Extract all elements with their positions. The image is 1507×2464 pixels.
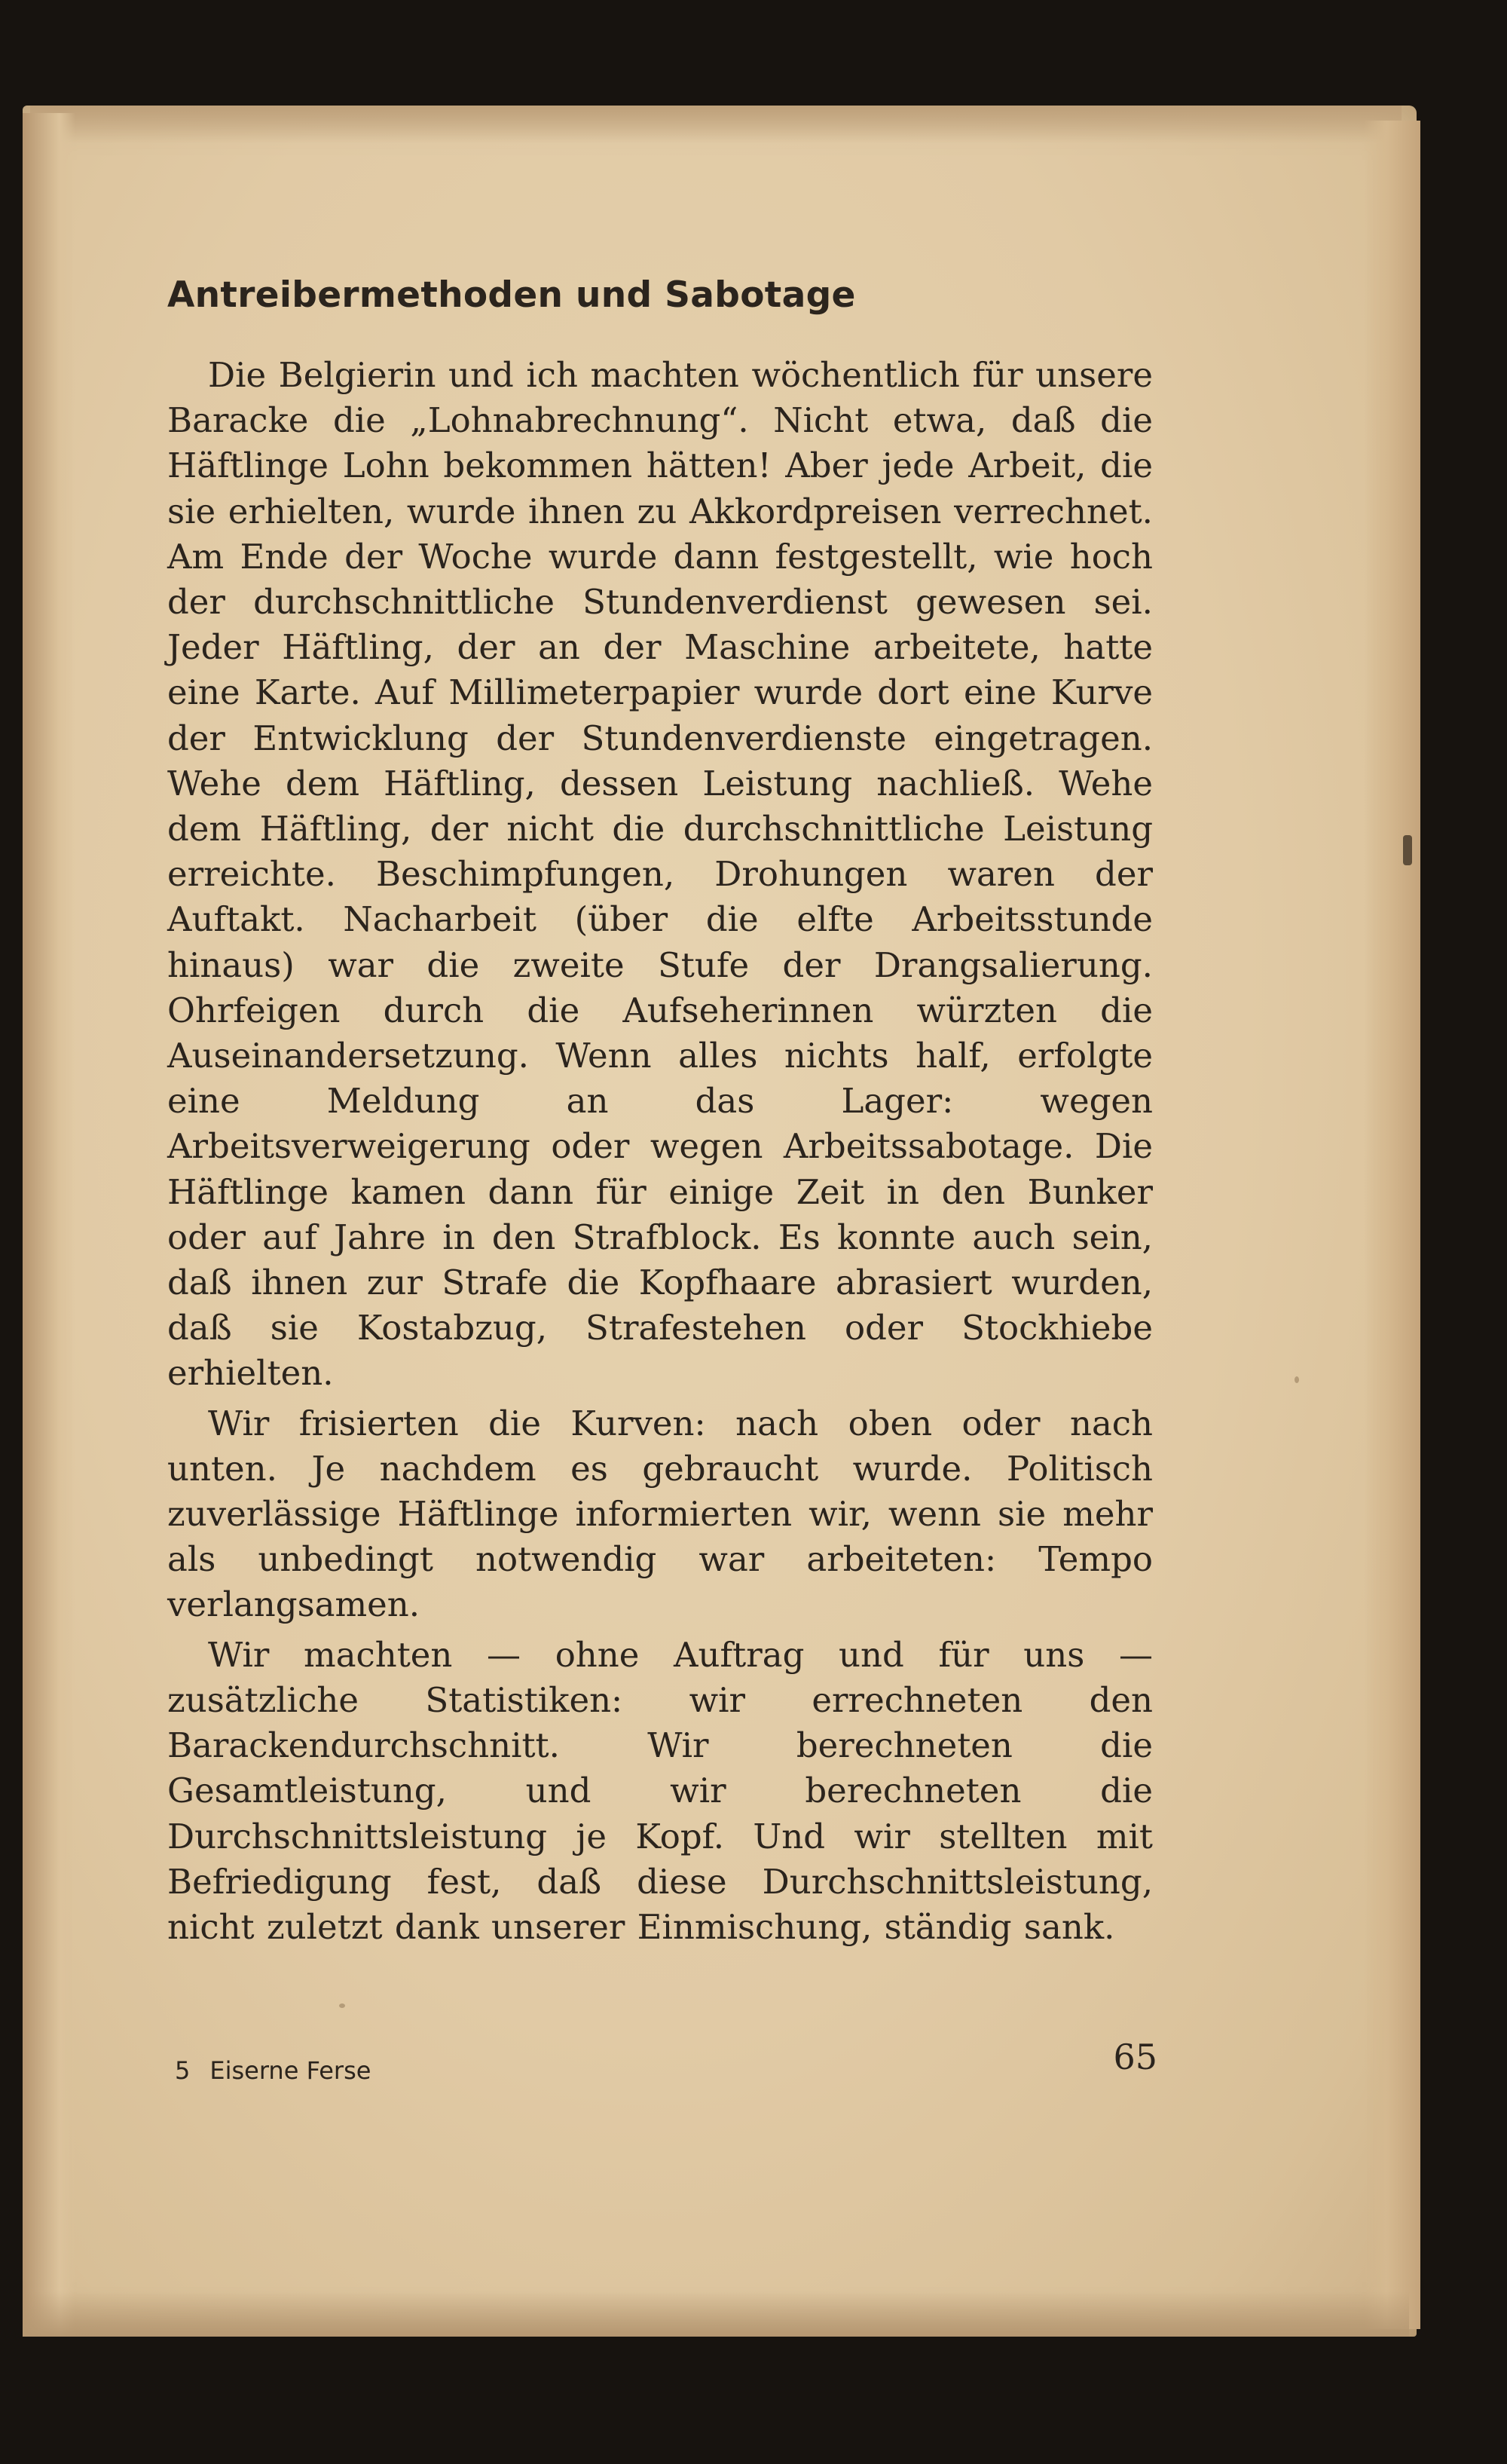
signature-number: 5 — [175, 2056, 191, 2085]
printer-signature — [175, 2056, 371, 2085]
paragraph: Wir frisierten die Kurven: nach oben oder nach unten. Je nachdem es gebraucht wurde. Politisch zuverlässige Häftlinge informierten wir, wenn sie mehr als unbedingt notwendig war arbeiteten: Tempo verlangsamen. — [167, 1403, 1153, 1625]
paragraph: Wir machten — ohne Auftrag und für uns — zusätzliche Statistiken: wir errechneten den Barackendurchschnitt. Wir berechneten die Gesamtleistung, und wir berechneten die Durchschnittsleistung je Kopf. Und wir stellten mit Befriedigung fest, daß diese Durchschnittsleistung, nicht zuletzt dank unserer Einmischung, ständig sank. — [167, 1634, 1153, 1947]
signature-title: Eiserne Ferse — [209, 2056, 371, 2085]
page-bottom-shadow — [23, 2291, 1409, 2337]
paragraph: Die Belgierin und ich machten wöchentlich für unsere Baracke die „Lohnabrechnung“. Nicht etwa, daß die Häftlinge Lohn bekommen hätten! Aber jede Arbeit, die sie erhielten, wurde ihnen zu Akkordpreisen verrechnet. Am Ende der Woche wurde dann festgestellt, wie hoch der durchschnittliche Stundenverdienst gewesen sei. Jeder Häftling, der an der Maschine arbeitete, hatte eine Karte. Auf Millimeterpapier wurde dort eine Kurve der Entwicklung der Stundenverdienste eingetragen. Wehe dem Häftling, dessen Leistung nachließ. Wehe dem Häftling, der nicht die durchschnittliche Leistung erreichte. Beschimpfungen, Drohungen waren der Auftakt. Nacharbeit (über die elfte Arbeitsstunde hinaus) war die zweite Stufe der Drangsalierung. Ohrfeigen durch die Aufseherinnen würzten die Auseinandersetzung. Wenn alles nichts half, erfolgte eine Meldung an das Lager: wegen Arbeitsverweigerung oder wegen Arbeitssabotage. Die Häftlinge kamen dann für einige Zeit in den Bunker oder auf Jahre in den Strafblock. Es konnte auch sein, daß ihnen zur Strafe die Kopfhaare abrasiert wurden, daß sie Kostabzug, Strafestehen oder Stockhiebe erhielten. — [167, 355, 1153, 1394]
book-gutter — [23, 113, 75, 2337]
paper-speck — [1403, 835, 1412, 865]
page-right-edge — [1364, 121, 1420, 2329]
paper-speck — [1295, 1376, 1299, 1383]
paper-speck — [339, 2003, 345, 2008]
section-heading: Antreibermethoden und Sabotage — [167, 274, 856, 316]
page-top-shadow — [30, 106, 1402, 143]
main-text — [167, 271, 1153, 1954]
page-number: 65 — [1113, 2037, 1157, 2077]
